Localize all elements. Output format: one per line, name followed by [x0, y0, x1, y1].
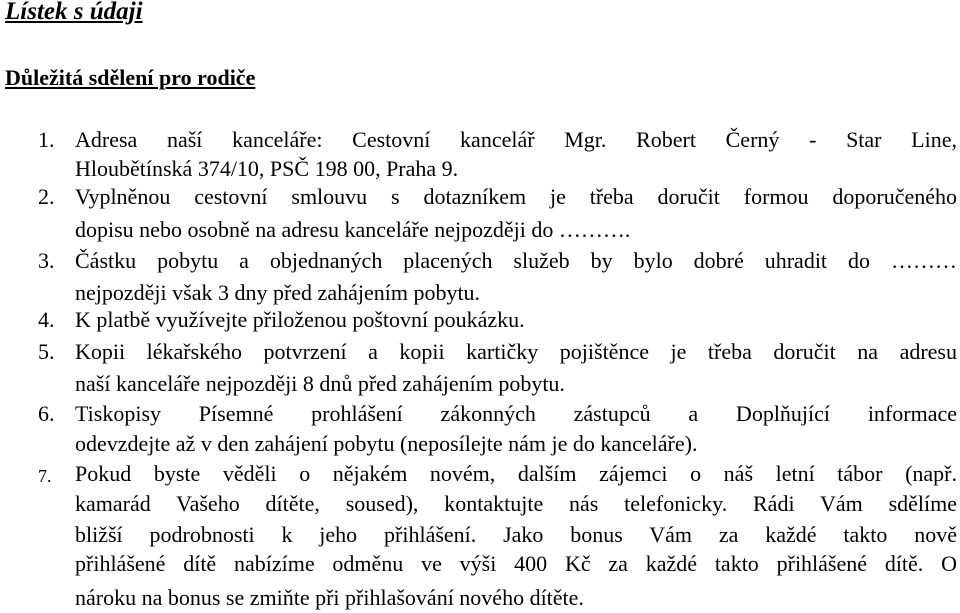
list-item-text-line: dopisu nebo osobně na adresu kanceláře nejpozději do ……….	[75, 217, 631, 242]
list-item-text-line: naší kanceláře nejpozději 8 dnů před zahájením pobytu.	[75, 371, 565, 396]
list-item-text-line: nároku na bonus se zmiňte při přihlašování nového dítěte.	[75, 585, 584, 610]
list-item-text-line: Adresa naší kanceláře: Cestovní kancelář Mgr. Robert Černý - Star Line,	[75, 127, 957, 152]
list-item-number: 1.	[38, 127, 55, 152]
list-item-number: 7.	[38, 466, 52, 486]
list-item-text-line: Vyplněnou cestovní smlouvu s dotazníkem je třeba doručit formou doporučeného	[75, 184, 957, 209]
list-item-number: 6.	[38, 401, 55, 426]
list-item-text-line: Pokud byste věděli o nějakém novém, dalším zájemci o náš letní tábor (např.	[75, 461, 957, 486]
list-item-text-line: odevzdejte až v den zahájení pobytu (neposílejte nám je do kanceláře).	[75, 431, 698, 456]
list-item-text-line: Tiskopisy Písemné prohlášení zákonných zástupců a Doplňující informace	[75, 401, 957, 426]
list-item-number: 5.	[38, 339, 55, 364]
list-item-number: 2.	[38, 184, 55, 209]
list-item-text-line: Částku pobytu a objednaných placených služeb by bylo dobré uhradit do ………	[75, 248, 957, 273]
list-item-text-line: Kopii lékařského potvrzení a kopii kartičky pojištěnce je třeba doručit na adresu	[75, 339, 957, 364]
list-item-text-line: kamarád Vašeho dítěte, soused), kontaktujte nás telefonicky. Rádi Vám sdělíme	[75, 491, 957, 516]
document-title: Lístek s údaji	[5, 0, 143, 25]
list-item-text-line: bližší podrobnosti k jeho přihlášení. Jako bonus Vám za každé takto nově	[75, 522, 957, 547]
section-heading: Důležitá sdělení pro rodiče	[5, 65, 256, 90]
list-item-number: 4.	[38, 307, 55, 332]
list-item-number: 3.	[38, 248, 55, 273]
list-item-text-line: K platbě využívejte přiloženou poštovní poukázku.	[75, 307, 525, 332]
list-item-text-line: Hloubětínská 374/10, PSČ 198 00, Praha 9.	[75, 156, 459, 181]
list-item-text-line: nejpozději však 3 dny před zahájením pobytu.	[75, 280, 481, 305]
list-item-text-line: přihlášené dítě nabízíme odměnu ve výši 400 Kč za každé takto přihlášené dítě. O	[75, 551, 957, 576]
